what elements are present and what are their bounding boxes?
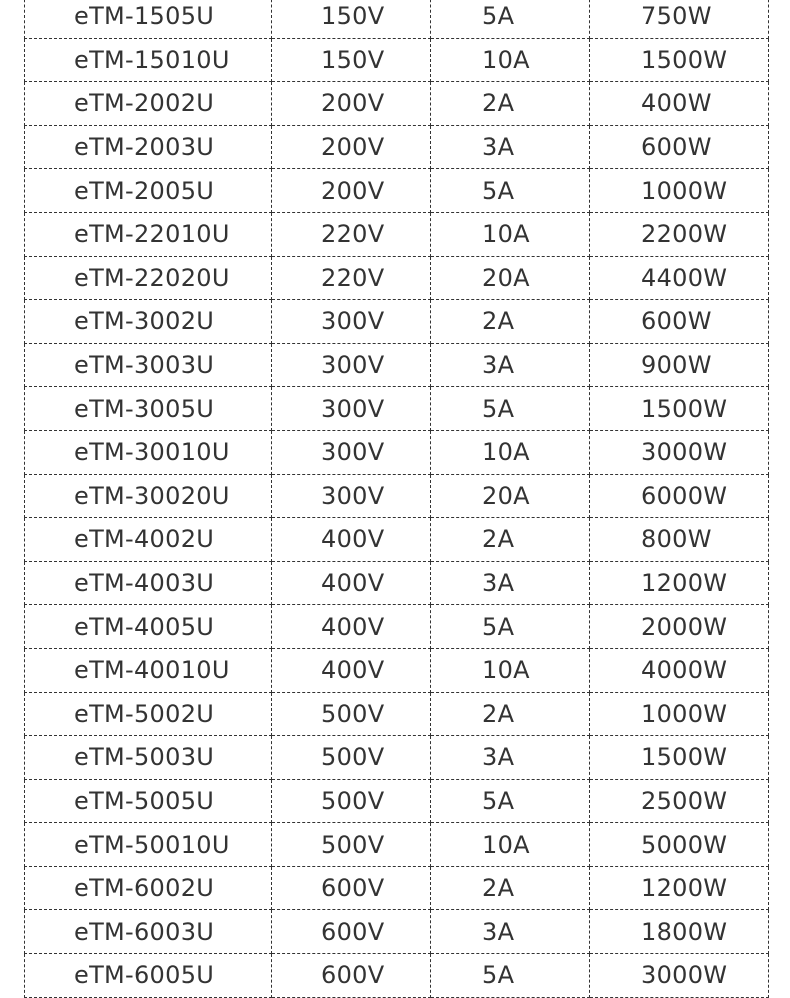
current-cell: 2A <box>431 518 590 562</box>
current-cell: 3A <box>431 125 590 169</box>
table-row <box>25 38 769 82</box>
table-row <box>25 0 769 38</box>
model-cell: eTM-15010U <box>25 38 272 82</box>
power-cell: 600W <box>590 300 769 344</box>
current-cell: 3A <box>431 910 590 954</box>
power-cell: 600W <box>590 125 769 169</box>
model-cell: eTM-30010U <box>25 430 272 474</box>
power-cell: 2200W <box>590 212 769 256</box>
table-row <box>25 954 769 998</box>
power-cell: 1800W <box>590 910 769 954</box>
model-cell: eTM-5005U <box>25 779 272 823</box>
table-row <box>25 212 769 256</box>
table-row <box>25 518 769 562</box>
power-cell: 900W <box>590 343 769 387</box>
model-cell: eTM-4002U <box>25 518 272 562</box>
table-row <box>25 125 769 169</box>
current-cell: 2A <box>431 692 590 736</box>
table-row <box>25 866 769 910</box>
model-cell: eTM-5002U <box>25 692 272 736</box>
power-cell: 3000W <box>590 954 769 998</box>
voltage-cell: 300V <box>272 343 431 387</box>
power-cell: 6000W <box>590 474 769 518</box>
model-cell: eTM-4003U <box>25 561 272 605</box>
table-row <box>25 343 769 387</box>
model-cell: eTM-6002U <box>25 866 272 910</box>
model-cell: eTM-3005U <box>25 387 272 431</box>
voltage-cell: 500V <box>272 823 431 867</box>
voltage-cell: 200V <box>272 169 431 213</box>
current-cell: 20A <box>431 256 590 300</box>
power-cell: 400W <box>590 82 769 126</box>
model-cell: eTM-4005U <box>25 605 272 649</box>
current-cell: 2A <box>431 300 590 344</box>
table-row <box>25 387 769 431</box>
model-cell: eTM-2003U <box>25 125 272 169</box>
power-cell: 800W <box>590 518 769 562</box>
table-row <box>25 692 769 736</box>
model-cell: eTM-22010U <box>25 212 272 256</box>
power-cell: 4000W <box>590 648 769 692</box>
power-cell: 750W <box>590 0 769 38</box>
table-row <box>25 300 769 344</box>
power-cell: 1200W <box>590 561 769 605</box>
table-row <box>25 648 769 692</box>
table-row <box>25 823 769 867</box>
current-cell: 5A <box>431 779 590 823</box>
voltage-cell: 500V <box>272 692 431 736</box>
table-row <box>25 474 769 518</box>
current-cell: 5A <box>431 387 590 431</box>
spec-table <box>24 0 769 998</box>
voltage-cell: 220V <box>272 256 431 300</box>
voltage-cell: 300V <box>272 430 431 474</box>
current-cell: 10A <box>431 212 590 256</box>
current-cell: 20A <box>431 474 590 518</box>
current-cell: 2A <box>431 82 590 126</box>
voltage-cell: 600V <box>272 910 431 954</box>
model-cell: eTM-6003U <box>25 910 272 954</box>
model-cell: eTM-40010U <box>25 648 272 692</box>
power-cell: 2000W <box>590 605 769 649</box>
voltage-cell: 400V <box>272 518 431 562</box>
current-cell: 3A <box>431 561 590 605</box>
model-cell: eTM-3003U <box>25 343 272 387</box>
table-row <box>25 256 769 300</box>
voltage-cell: 300V <box>272 387 431 431</box>
table-row <box>25 561 769 605</box>
power-cell: 1000W <box>590 169 769 213</box>
voltage-cell: 300V <box>272 474 431 518</box>
current-cell: 5A <box>431 954 590 998</box>
table-row <box>25 605 769 649</box>
voltage-cell: 220V <box>272 212 431 256</box>
current-cell: 3A <box>431 343 590 387</box>
table-row <box>25 169 769 213</box>
model-cell: eTM-2005U <box>25 169 272 213</box>
spec-table-container <box>24 0 768 998</box>
voltage-cell: 400V <box>272 605 431 649</box>
table-row <box>25 430 769 474</box>
model-cell: eTM-6005U <box>25 954 272 998</box>
voltage-cell: 150V <box>272 0 431 38</box>
current-cell: 2A <box>431 866 590 910</box>
voltage-cell: 400V <box>272 648 431 692</box>
voltage-cell: 600V <box>272 866 431 910</box>
voltage-cell: 200V <box>272 125 431 169</box>
voltage-cell: 200V <box>272 82 431 126</box>
power-cell: 1000W <box>590 692 769 736</box>
current-cell: 10A <box>431 648 590 692</box>
power-cell: 2500W <box>590 779 769 823</box>
power-cell: 4400W <box>590 256 769 300</box>
model-cell: eTM-5003U <box>25 736 272 780</box>
current-cell: 5A <box>431 169 590 213</box>
voltage-cell: 300V <box>272 300 431 344</box>
model-cell: eTM-3002U <box>25 300 272 344</box>
table-row <box>25 736 769 780</box>
model-cell: eTM-1505U <box>25 0 272 38</box>
voltage-cell: 600V <box>272 954 431 998</box>
model-cell: eTM-30020U <box>25 474 272 518</box>
current-cell: 10A <box>431 823 590 867</box>
current-cell: 10A <box>431 430 590 474</box>
power-cell: 1500W <box>590 387 769 431</box>
current-cell: 5A <box>431 0 590 38</box>
model-cell: eTM-22020U <box>25 256 272 300</box>
power-cell: 3000W <box>590 430 769 474</box>
table-row <box>25 779 769 823</box>
model-cell: eTM-2002U <box>25 82 272 126</box>
current-cell: 10A <box>431 38 590 82</box>
power-cell: 5000W <box>590 823 769 867</box>
table-row <box>25 910 769 954</box>
current-cell: 3A <box>431 736 590 780</box>
voltage-cell: 400V <box>272 561 431 605</box>
current-cell: 5A <box>431 605 590 649</box>
power-cell: 1200W <box>590 866 769 910</box>
voltage-cell: 500V <box>272 736 431 780</box>
voltage-cell: 150V <box>272 38 431 82</box>
table-row <box>25 82 769 126</box>
model-cell: eTM-50010U <box>25 823 272 867</box>
power-cell: 1500W <box>590 736 769 780</box>
power-cell: 1500W <box>590 38 769 82</box>
voltage-cell: 500V <box>272 779 431 823</box>
